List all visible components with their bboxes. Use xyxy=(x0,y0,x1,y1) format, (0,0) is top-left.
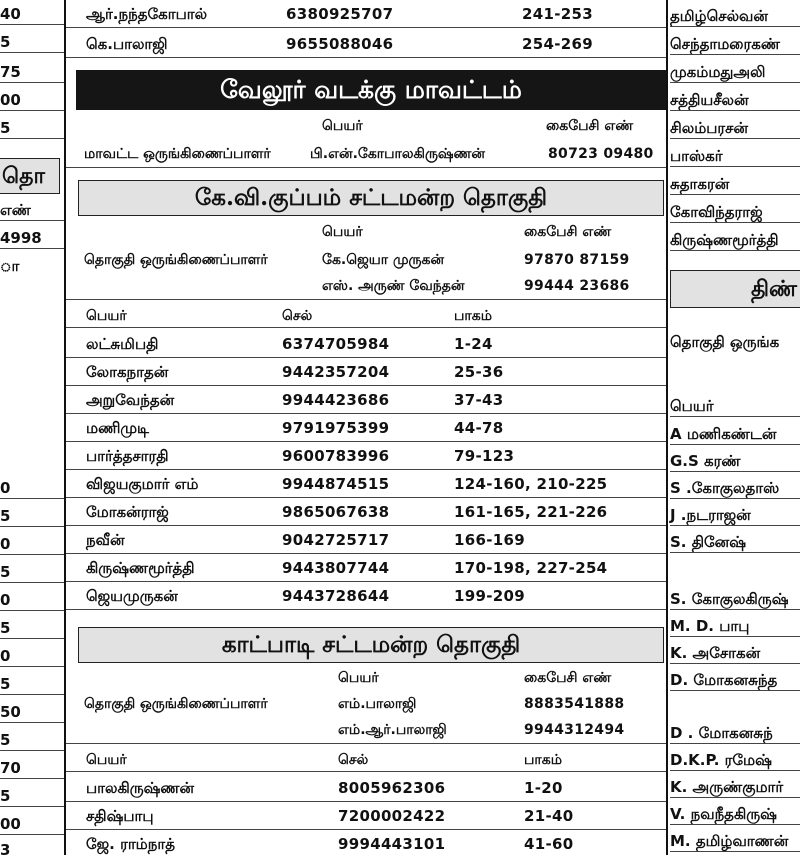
table-row xyxy=(66,502,668,526)
row-range: 79-123 xyxy=(454,447,515,465)
col-header-name: பெயர் xyxy=(86,752,127,768)
row-phone: 9791975399 xyxy=(282,419,390,437)
coordinator-name: எஸ். அருண் வேந்தன் xyxy=(322,278,465,294)
row-name: அறுவேந்தன் xyxy=(86,391,175,409)
row-range: 21-40 xyxy=(524,807,574,825)
left-number: 5 xyxy=(0,118,64,139)
row-name: நவீன் xyxy=(86,531,125,549)
right-name: சிலம்பரசன் xyxy=(670,118,800,139)
coordinator-role: தொகுதி ஒருங்கிணைப்பாளர் xyxy=(84,252,268,268)
table-row xyxy=(66,558,668,582)
table-row xyxy=(66,834,668,855)
row-phone: 7200002422 xyxy=(338,807,446,825)
left-number: 0 xyxy=(0,590,64,611)
row-range: 37-43 xyxy=(454,391,504,409)
right-clipped-column xyxy=(668,0,800,855)
section-title-band: கே.வி.குப்பம் சட்டமன்ற தொகுதி xyxy=(78,180,664,216)
table-row xyxy=(66,4,668,28)
row-name: விஜயகுமார் எம் xyxy=(86,475,199,493)
row-phone: 9442357204 xyxy=(282,363,390,381)
table-row xyxy=(66,34,668,58)
coordinator-name: எம்.பாலாஜி xyxy=(338,696,417,712)
header-name: பெயர் xyxy=(322,118,363,134)
left-number: 5 xyxy=(0,32,64,53)
right-name: J .நடராஜன் xyxy=(670,505,800,526)
coordinator-role: தொகுதி ஒருங்கிணைப்பாளர் xyxy=(84,696,268,712)
table-row xyxy=(66,334,668,358)
left-number: 0 xyxy=(0,646,64,667)
district-coordinator-row xyxy=(66,144,668,168)
right-name: K. அசோகன் xyxy=(670,643,800,664)
left-number: 5 xyxy=(0,674,64,695)
header-phone: கைபேசி எண் xyxy=(524,224,612,240)
left-clipped-column xyxy=(0,0,66,855)
district-title-band: வேலூர் வடக்கு மாவட்டம் xyxy=(76,70,666,110)
coordinator-row xyxy=(66,276,668,300)
row-range: 199-209 xyxy=(454,587,525,605)
left-number: 0 xyxy=(0,534,64,555)
row-phone: 6380925707 xyxy=(286,5,394,23)
table-row xyxy=(66,778,668,802)
left-number: 00 xyxy=(0,90,64,111)
section-header-row xyxy=(66,668,668,688)
col-header-name: பெயர் xyxy=(86,308,127,324)
row-phone: 9944874515 xyxy=(282,475,390,493)
right-name: செந்தாமரைகண் xyxy=(670,34,800,55)
right-name: S. தினேஷ் xyxy=(670,532,800,553)
row-phone: 6374705984 xyxy=(282,335,390,353)
coordinator-row xyxy=(66,250,668,272)
coordinator-phone: 9944312494 xyxy=(524,722,625,738)
right-coordinator-role: தொகுதி ஒருங்க xyxy=(670,333,780,351)
left-number: 75 xyxy=(0,62,64,83)
row-phone: 9655088046 xyxy=(286,35,394,53)
right-name: D.K.P. ரமேஷ் xyxy=(670,750,800,771)
coordinator-phone: 99444 23686 xyxy=(524,278,630,294)
col-header-cell: செல் xyxy=(338,752,369,768)
table-header-row xyxy=(66,306,668,328)
right-name: தமிழ்செல்வன் xyxy=(670,6,800,27)
left-number: 3 xyxy=(0,841,11,855)
right-name: பாஸ்கர் xyxy=(670,146,800,167)
left-number: 0 xyxy=(0,478,64,499)
left-number: 40 xyxy=(0,4,64,25)
table-header-row xyxy=(66,750,668,772)
coordinator-name: எம்.ஆர்.பாலாஜி xyxy=(338,722,447,738)
coordinator-phone: 80723 09480 xyxy=(548,146,654,162)
left-section-heading: தொ xyxy=(0,158,60,194)
row-range: 25-36 xyxy=(454,363,504,381)
table-row xyxy=(66,586,668,610)
col-header-part: பாகம் xyxy=(454,308,492,324)
table-row xyxy=(66,530,668,554)
right-section-heading: திண் xyxy=(670,270,800,308)
left-sub-label: எண் xyxy=(0,200,64,221)
left-sub-tail: ா xyxy=(0,257,20,275)
col-header-part: பாகம் xyxy=(524,752,562,768)
main-column xyxy=(66,0,668,855)
left-number: 00 xyxy=(0,814,64,835)
left-sub-number: 4998 xyxy=(0,228,64,249)
right-col-header-name: பெயர் xyxy=(670,396,800,417)
left-number: 5 xyxy=(0,562,64,583)
left-number: 5 xyxy=(0,730,64,751)
coordinator-phone: 97870 87159 xyxy=(524,252,630,268)
row-range: 166-169 xyxy=(454,531,525,549)
right-name: K. அருண்குமார் xyxy=(670,777,800,798)
right-name: முகம்மதுஅலி xyxy=(670,62,800,83)
row-range: 161-165, 221-226 xyxy=(454,503,608,521)
row-name: கெ.பாலாஜி xyxy=(86,35,168,53)
header-phone: கைபேசி எண் xyxy=(546,118,634,134)
right-name: G.S கரண் xyxy=(670,451,800,472)
row-range: 1-20 xyxy=(524,779,563,797)
row-range: 44-78 xyxy=(454,419,504,437)
right-name: D . மோகனசுந் xyxy=(670,723,800,744)
row-phone: 9443728644 xyxy=(282,587,390,605)
row-name: பாலகிருஷ்ணன் xyxy=(86,779,195,797)
row-range: 124-160, 210-225 xyxy=(454,475,608,493)
row-phone: 8005962306 xyxy=(338,779,446,797)
row-phone: 9042725717 xyxy=(282,531,390,549)
coordinator-role: மாவட்ட ஒருங்கிணைப்பாளர் xyxy=(84,146,271,162)
right-name: M. தமிழ்வாணன் xyxy=(670,831,800,852)
table-row xyxy=(66,362,668,386)
coordinator-row xyxy=(66,694,668,716)
table-row xyxy=(66,418,668,442)
right-name: சுதாகரன் xyxy=(670,174,800,195)
right-name: D. மோகனசுந்த xyxy=(670,670,800,691)
header-name: பெயர் xyxy=(338,670,379,686)
left-number: 50 xyxy=(0,702,64,723)
row-phone: 9865067638 xyxy=(282,503,390,521)
col-header-cell: செல் xyxy=(282,308,313,324)
header-phone: கைபேசி எண் xyxy=(524,670,612,686)
coordinator-name: கே.ஜெயா முருகன் xyxy=(322,252,445,268)
row-name: லட்சுமிபதி xyxy=(86,335,159,353)
header-name: பெயர் xyxy=(322,224,363,240)
left-number: 70 xyxy=(0,758,64,779)
row-name: கிருஷ்ணமூர்த்தி xyxy=(86,559,195,577)
row-name: சதிஷ்பாபு xyxy=(86,807,154,825)
section-header-row xyxy=(66,222,668,242)
row-name: மோகன்ராஜ் xyxy=(86,503,169,521)
row-name: ஜே. ராம்நாத் xyxy=(86,835,175,853)
row-range: 41-60 xyxy=(524,835,574,853)
table-row xyxy=(66,474,668,498)
right-name: சத்தியசீலன் xyxy=(670,90,800,111)
right-name: S. கோகுலகிருஷ் xyxy=(670,589,800,610)
right-name: A மணிகண்டன் xyxy=(670,424,800,445)
right-name: V. நவநீதகிருஷ் xyxy=(670,804,800,825)
row-phone: 9443807744 xyxy=(282,559,390,577)
row-name: மணிமுடி xyxy=(86,419,149,437)
coordinator-row xyxy=(66,720,668,744)
district-header-row xyxy=(66,116,668,136)
row-range: 1-24 xyxy=(454,335,493,353)
right-name: M. D. பாபு xyxy=(670,616,800,637)
row-phone: 9944423686 xyxy=(282,391,390,409)
row-range: 241-253 xyxy=(522,5,593,23)
table-row xyxy=(66,806,668,830)
right-name: S .கோகுலதாஸ் xyxy=(670,478,800,499)
row-phone: 9600783996 xyxy=(282,447,390,465)
row-phone: 9994443101 xyxy=(338,835,446,853)
left-number: 5 xyxy=(0,786,64,807)
left-number: 5 xyxy=(0,618,64,639)
coordinator-phone: 8883541888 xyxy=(524,696,625,712)
table-row xyxy=(66,446,668,470)
row-name: ஆர்.நந்தகோபால் xyxy=(86,5,208,23)
row-name: லோகநாதன் xyxy=(86,363,169,381)
right-name: கிருஷ்ணமூர்த்தி xyxy=(670,230,800,251)
left-number: 5 xyxy=(0,506,64,527)
right-name: கோவிந்தராஜ் xyxy=(670,202,800,223)
row-range: 254-269 xyxy=(522,35,593,53)
table-row xyxy=(66,390,668,414)
row-name: பார்த்தசாரதி xyxy=(86,447,169,465)
row-range: 170-198, 227-254 xyxy=(454,559,608,577)
section-title-band: காட்பாடி சட்டமன்ற தொகுதி xyxy=(78,627,664,663)
row-name: ஜெயமுருகன் xyxy=(86,587,178,605)
coordinator-name: பி.என்.கோபாலகிருஷ்ணன் xyxy=(310,146,485,162)
